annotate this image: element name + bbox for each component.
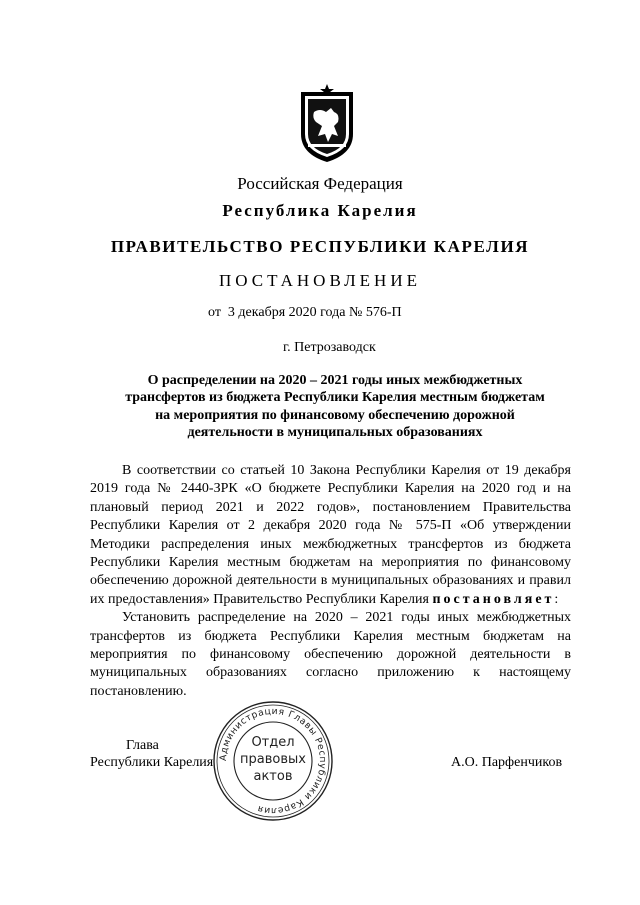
signatory-name: А.О. Парфенчиков xyxy=(451,755,563,770)
signatory-role-line1: Глава xyxy=(126,738,159,753)
document-city: г. Петрозаводск xyxy=(283,340,376,355)
signatory-role-line2: Республики Карелия xyxy=(90,755,214,770)
body-paragraph-resolution: Установить распределение на 2020 – 2021 годы иных межбюджетных трансфертов из бюджета Республики Карелия местным бюджетам на мероприятия по финансовому обеспечению дорожной деятельности в муниципальных образованиях согласно приложению к настоящему постановлению. xyxy=(90,610,571,699)
document-date-number: от 3 декабря 2020 года № 576-П xyxy=(208,305,402,320)
document-subject xyxy=(100,372,570,441)
stamp-center-line: правовых xyxy=(240,752,306,767)
stamp-center-line: актов xyxy=(253,769,293,784)
coat-of-arms-emblem xyxy=(298,82,356,164)
subject-line: трансфертов из бюджета Республики Карелия местным бюджетам xyxy=(125,390,545,406)
document-body xyxy=(90,462,571,701)
subject-line: на мероприятия по финансовому обеспечению дорожной xyxy=(155,407,515,423)
subject-line: О распределении на 2020 – 2021 годы иных межбюджетных xyxy=(147,373,523,388)
stamp-center-line: Отдел xyxy=(251,735,295,750)
basis-text: В соответствии со статьей 10 Закона Республики Карелия от 19 декабря 2019 года № 2440-ЗРК «О бюджете Республики Карелия на 2020 год и на плановый период 2021 и 2022 годов», постановлением Правительства Республики Карелия от 2 декабря 2020 года № 575-П «Об утверждении Методики распределения иных межбюджетных трансфертов из бюджета Республики Карелия местным бюджетам на мероприятия по финансовому обеспечению дорожной деятельности в муниципальных образованиях и правил их предоставления» Правительство Республики Карелия xyxy=(90,463,571,607)
decree-colon: : xyxy=(554,591,559,607)
stamp-ring-text: Администрация Главы Республики Карелия xyxy=(217,705,329,817)
official-stamp xyxy=(211,699,335,823)
document-type: ПОСТАНОВЛЕНИЕ xyxy=(218,271,421,290)
country-name: Российская Федерация xyxy=(237,174,403,193)
decree-word: постановляет xyxy=(432,591,555,607)
subject-line: деятельности в муниципальных образованиях xyxy=(187,424,483,440)
republic-name: Республика Карелия xyxy=(222,201,418,220)
government-title: ПРАВИТЕЛЬСТВО РЕСПУБЛИКИ КАРЕЛИЯ xyxy=(110,237,530,256)
body-paragraph-basis xyxy=(90,462,571,609)
